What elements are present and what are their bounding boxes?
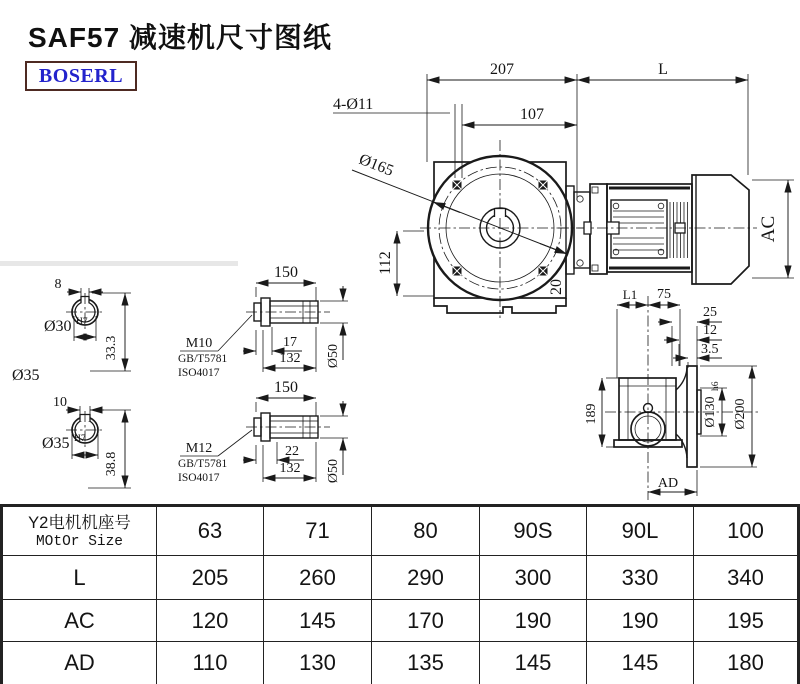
shaft-detail-2 (178, 379, 348, 484)
cell-AC-71: 145 (264, 600, 372, 642)
dim-d200: Ø200 (733, 398, 748, 430)
dim-AC: AC (758, 215, 779, 243)
page-title: SAF57 减速机尺寸图纸 (28, 22, 332, 53)
flange-plate (687, 366, 697, 467)
header-motor-size-en: MOtOr Size (35, 534, 123, 550)
cell-L-100: 340 (694, 556, 799, 600)
dim-d165: Ø165 (356, 150, 396, 180)
dim-207: 207 (490, 61, 514, 78)
dimension-table (0, 504, 800, 684)
dim-107: 107 (520, 106, 544, 123)
col-71: 71 (264, 506, 372, 556)
label-M12: M12 (185, 441, 213, 456)
label-M10: M10 (185, 336, 213, 351)
cell-AD-100: 180 (694, 642, 799, 684)
label-d35: Ø35 (12, 367, 40, 384)
cell-L-63: 205 (157, 556, 264, 600)
dim-22: 22 (285, 444, 299, 459)
dim-L1: L1 (622, 287, 638, 302)
dim-keyway-10: 10 (53, 395, 67, 410)
cell-AC-63: 120 (157, 600, 264, 642)
dim-33-3: 33.3 (104, 335, 119, 361)
shaft-detail-1 (178, 264, 348, 379)
label-bore-d35-tol: H7 (74, 434, 86, 444)
dim-d50-a: Ø50 (326, 343, 341, 369)
cell-AC-90S: 190 (480, 600, 587, 642)
shaft-section-2 (42, 395, 131, 488)
col-90S: 90S (480, 506, 587, 556)
label-bolt-holes: 4-Ø11 (333, 96, 374, 113)
row-label-AC: AC (2, 600, 157, 642)
cell-AD-71: 130 (264, 642, 372, 684)
dim-25: 25 (703, 305, 717, 320)
cell-L-80: 290 (372, 556, 480, 600)
dim-d130: Ø130 (703, 396, 718, 428)
cell-AC-100: 195 (694, 600, 799, 642)
table-row-AC (2, 600, 799, 642)
fan-cover (692, 175, 749, 284)
dim-75: 75 (657, 287, 671, 302)
scan-artifact (0, 261, 238, 266)
motor-side-view (558, 175, 757, 284)
dim-20: 20 (548, 279, 565, 295)
row-label-AD: AD (2, 642, 157, 684)
cell-AC-80: 170 (372, 600, 480, 642)
label-bore-d30-tol: H7 (76, 317, 88, 327)
dim-189: 189 (584, 403, 599, 425)
keyway-notch (495, 209, 506, 218)
label-bore-d35: Ø35 (42, 435, 70, 452)
label-bore-d30: Ø30 (44, 318, 72, 335)
cell-L-90L: 330 (587, 556, 694, 600)
col-100: 100 (694, 506, 799, 556)
shaft-section-1 (12, 277, 131, 384)
dim-d50-b: Ø50 (326, 458, 341, 484)
header-motor-size-cn: Y2电机机座号 (28, 514, 131, 532)
dim-3-5: 3.5 (701, 342, 719, 357)
dim-keyway-8: 8 (54, 277, 62, 292)
cell-AD-90L: 145 (587, 642, 694, 684)
table-row-L (2, 556, 799, 600)
dim-17: 17 (283, 335, 297, 350)
cell-AD-63: 110 (157, 642, 264, 684)
col-63: 63 (157, 506, 264, 556)
dim-112: 112 (377, 251, 394, 275)
dim-12: 12 (703, 323, 717, 338)
cell-AD-80: 135 (372, 642, 480, 684)
dim-150-a: 150 (274, 264, 298, 281)
cell-L-71: 260 (264, 556, 372, 600)
label-gbt-a: GB/T5781 (178, 353, 228, 365)
label-gbt-b: GB/T5781 (178, 458, 228, 470)
label-iso-a: ISO4017 (178, 367, 220, 379)
cell-AD-90S: 145 (480, 642, 587, 684)
header-motor-size (2, 506, 157, 556)
dim-150-b: 150 (274, 379, 298, 396)
cell-L-90S: 300 (480, 556, 587, 600)
table-header-row (2, 506, 799, 556)
row-label-L: L (2, 556, 157, 600)
brand-logo-text: BOSERL (38, 64, 124, 87)
dim-L: L (658, 61, 668, 78)
col-90L: 90L (587, 506, 694, 556)
dim-d130-tolerance: h6 (711, 381, 721, 391)
dim-132-b: 132 (279, 461, 301, 476)
col-80: 80 (372, 506, 480, 556)
dim-38-8: 38.8 (104, 451, 119, 477)
table-row-AD (2, 642, 799, 684)
cell-AC-90L: 190 (587, 600, 694, 642)
flange-side-view (584, 287, 758, 500)
dim-AD: AD (657, 476, 679, 491)
label-iso-b: ISO4017 (178, 472, 220, 484)
dim-132-a: 132 (279, 351, 301, 366)
